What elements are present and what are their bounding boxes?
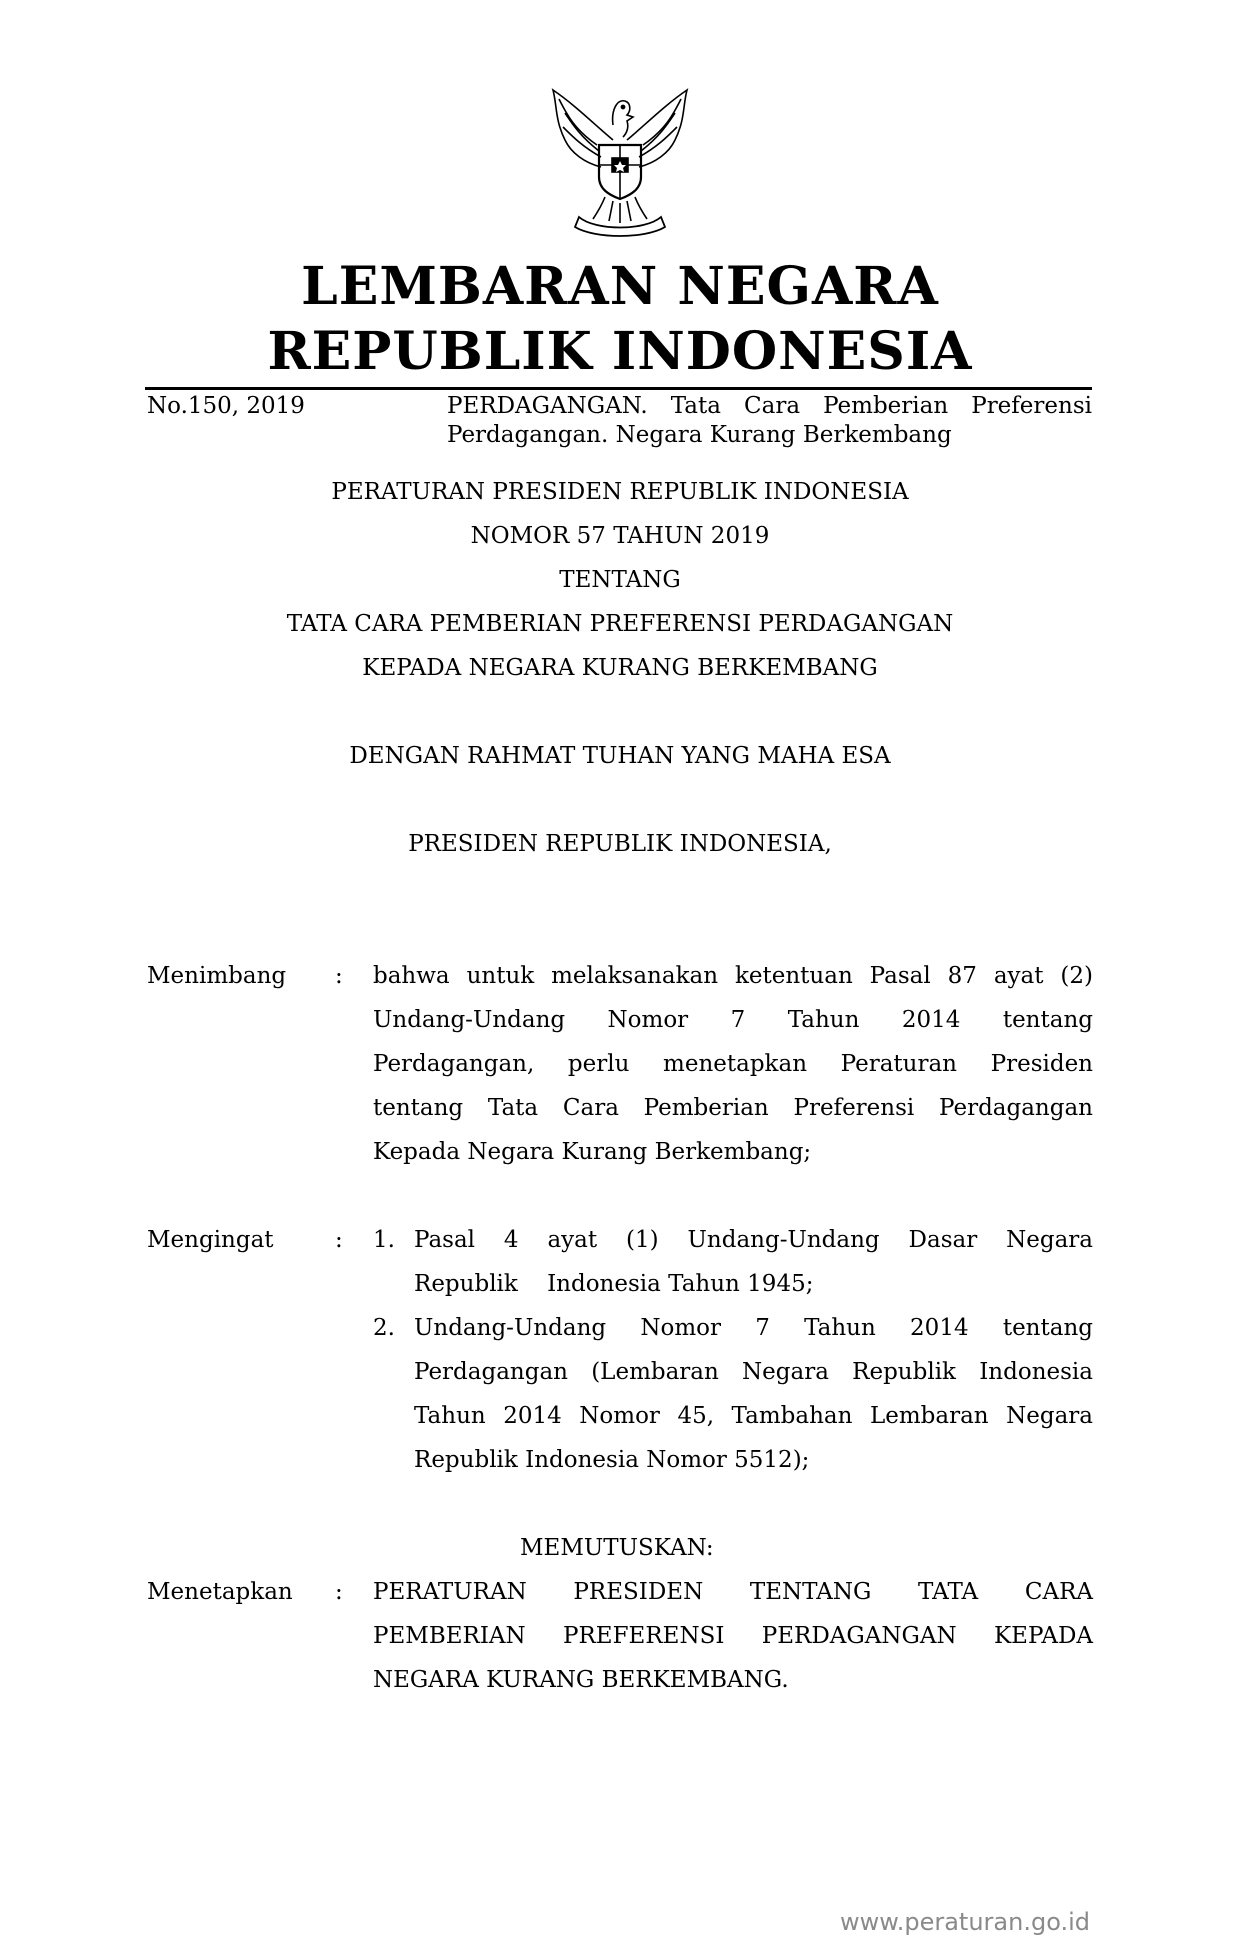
menimbang-line: Kepada Negara Kurang Berkembang; xyxy=(373,1139,812,1165)
mengingat-item-line: Tahun 2014 Nomor 45, Tambahan Lembaran Negara xyxy=(414,1403,1093,1429)
mengingat-item-line: Republik Indonesia Tahun 1945; xyxy=(414,1271,814,1297)
menetapkan-colon: : xyxy=(335,1579,343,1605)
regulation-subject-line1: TATA CARA PEMBERIAN PREFERENSI PERDAGANGAN xyxy=(286,611,954,637)
subject-line1: PERDAGANGAN. Tata Cara Pemberian Preferensi xyxy=(447,393,1092,419)
subject-line2: Perdagangan. Negara Kurang Berkembang xyxy=(447,422,952,448)
menetapkan-line: NEGARA KURANG BERKEMBANG. xyxy=(373,1667,789,1693)
blessing-text: DENGAN RAHMAT TUHAN YANG MAHA ESA xyxy=(349,743,891,769)
mengingat-item-number: 2. xyxy=(373,1315,395,1341)
menetapkan-line: PEMBERIAN PREFERENSI PERDAGANGAN KEPADA xyxy=(373,1623,1093,1649)
regulation-title-line1: PERATURAN PRESIDEN REPUBLIK INDONESIA xyxy=(331,479,909,505)
regulation-number: NOMOR 57 TAHUN 2019 xyxy=(470,523,770,549)
president-text: PRESIDEN REPUBLIK INDONESIA, xyxy=(408,831,832,857)
garuda-emblem-icon xyxy=(535,85,705,240)
menimbang-line: bahwa untuk melaksanakan ketentuan Pasal 87 ayat (2) xyxy=(373,963,1093,989)
document-number: No.150, 2019 xyxy=(147,393,305,419)
mengingat-item-line: Perdagangan (Lembaran Negara Republik Indonesia xyxy=(414,1359,1093,1385)
menetapkan-line: PERATURAN PRESIDEN TENTANG TATA CARA xyxy=(373,1579,1093,1605)
mengingat-label: Mengingat xyxy=(147,1227,274,1253)
menimbang-line: Perdagangan, perlu menetapkan Peraturan Presiden xyxy=(373,1051,1093,1077)
title-divider xyxy=(145,387,1092,390)
menimbang-label: Menimbang xyxy=(147,963,287,989)
mengingat-item-line: Republik Indonesia Nomor 5512); xyxy=(414,1447,810,1473)
regulation-tentang: TENTANG xyxy=(559,567,681,593)
menimbang-line: tentang Tata Cara Pemberian Preferensi Perdagangan xyxy=(373,1095,1093,1121)
document-title-line2: REPUBLIK INDONESIA xyxy=(267,321,973,382)
menimbang-colon: : xyxy=(335,963,343,989)
footer-website: www.peraturan.go.id xyxy=(840,1908,1090,1936)
memutuskan-heading: MEMUTUSKAN: xyxy=(520,1535,714,1561)
mengingat-item-number: 1. xyxy=(373,1227,395,1253)
mengingat-item-line: Undang-Undang Nomor 7 Tahun 2014 tentang xyxy=(414,1315,1093,1341)
mengingat-colon: : xyxy=(335,1227,343,1253)
menetapkan-label: Menetapkan xyxy=(147,1579,293,1605)
mengingat-item-line: Pasal 4 ayat (1) Undang-Undang Dasar Negara xyxy=(414,1227,1093,1253)
regulation-subject-line2: KEPADA NEGARA KURANG BERKEMBANG xyxy=(362,655,878,681)
menimbang-line: Undang-Undang Nomor 7 Tahun 2014 tentang xyxy=(373,1007,1093,1033)
document-title-line1: LEMBARAN NEGARA xyxy=(301,256,939,317)
